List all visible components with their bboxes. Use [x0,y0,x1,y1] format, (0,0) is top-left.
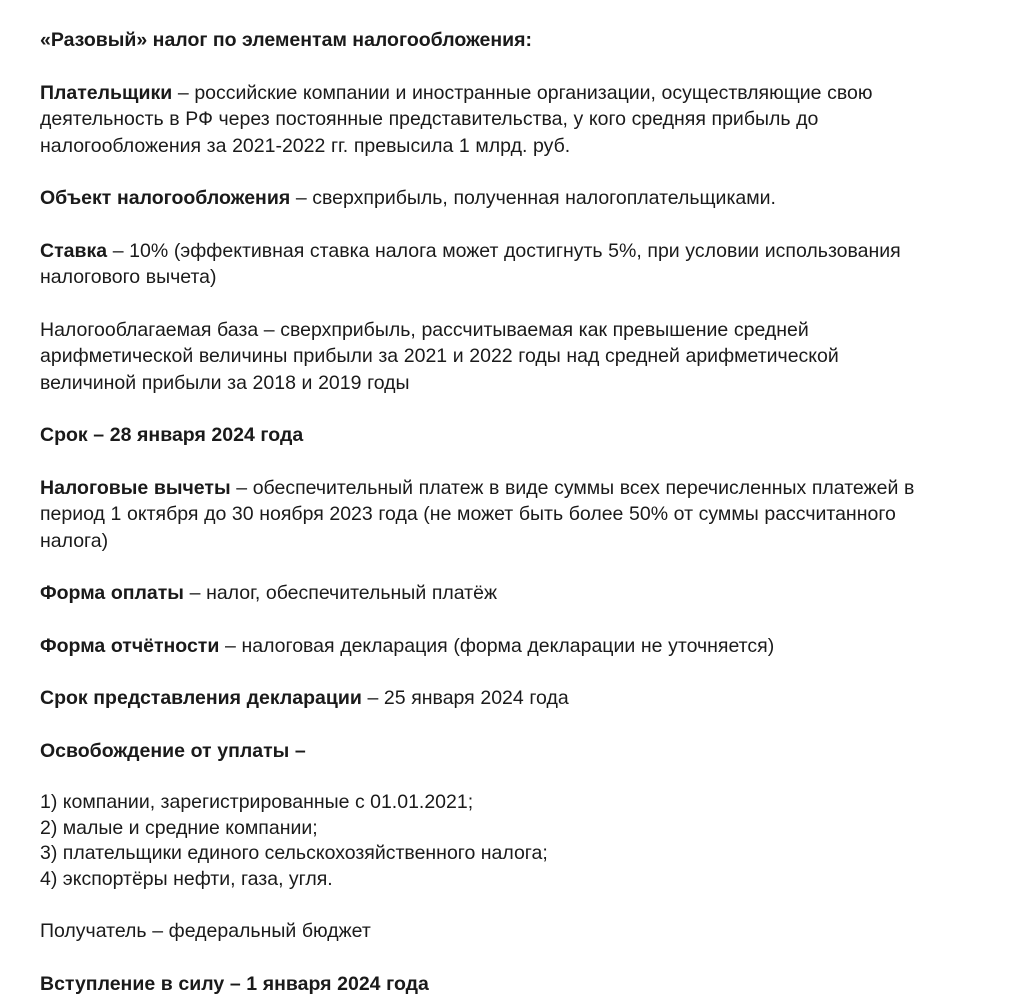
section-text-taxable-base: Налогооблагаемая база – сверхприбыль, рассчитываемая как превышение средней арифметической величины прибыли за 2021 и 2022 годы над средней арифметической величиной прибыли за 2018 и 2019 годы [40,319,839,394]
section-tax-deductions [40,475,935,555]
list-item: 3) плательщики единого сельскохозяйственного налога; [40,841,935,867]
list-item: 1) компании, зарегистрированные с 01.01.2021; [40,790,935,816]
exemption-list [40,790,935,892]
effective-date-text: Вступление в силу – 1 января 2024 года [40,973,429,995]
recipient [40,918,935,945]
effective-date [40,971,935,997]
section-separator: – [184,582,206,604]
section-separator: – [290,187,312,209]
section-label-declaration-deadline: Срок представления декларации [40,687,362,709]
list-item: 2) малые и средние компании; [40,816,935,842]
section-text-payers: российские компании и иностранные организации, осуществляющие свою деятельность в РФ через постоянные представительства, у кого средняя прибыль до налогообложения за 2021-2022 гг. превысила 1 млрд. руб. [40,82,873,157]
section-label-rate: Ставка [40,240,107,262]
page-title: «Разовый» налог по элементам налогообложения: [40,27,935,54]
recipient-text: Получатель – федеральный бюджет [40,920,371,942]
section-text-declaration-deadline: 25 января 2024 года [384,687,569,709]
section-object-of-taxation [40,185,935,212]
section-rate [40,238,935,291]
section-separator: – [172,82,194,104]
exemption-heading [40,738,935,765]
section-deadline [40,422,935,449]
section-label-object-of-taxation: Объект налогообложения [40,187,290,209]
section-text-object-of-taxation: сверхприбыль, полученная налогоплательщиками. [312,187,776,209]
section-label-reporting-form: Форма отчётности [40,635,219,657]
section-taxable-base [40,317,935,397]
section-label-payment-form: Форма оплаты [40,582,184,604]
section-declaration-deadline [40,685,935,712]
exemption-heading-text: Освобождение от уплаты – [40,740,306,762]
section-separator: – [107,240,129,262]
section-label-tax-deductions: Налоговые вычеты [40,477,231,499]
section-reporting-form [40,633,935,660]
section-separator: – [362,687,384,709]
section-separator: – [219,635,241,657]
section-text-payment-form: налог, обеспечительный платёж [206,582,497,604]
section-label-payers: Плательщики [40,82,172,104]
section-payment-form [40,580,935,607]
section-text-tax-deductions: обеспечительный платеж в виде суммы всех перечисленных платежей в период 1 октября до 30 ноября 2023 года (не может быть более 50% от суммы рассчитанного налога) [40,477,914,552]
section-text-deadline: Срок – 28 января 2024 года [40,424,303,446]
section-text-reporting-form: налоговая декларация (форма декларации не уточняется) [241,635,774,657]
section-separator: – [231,477,253,499]
list-item: 4) экспортёры нефти, газа, угля. [40,867,935,893]
section-payers [40,80,935,160]
section-text-rate: 10% (эффективная ставка налога может достигнуть 5%, при условии использования налогового вычета) [40,240,901,289]
